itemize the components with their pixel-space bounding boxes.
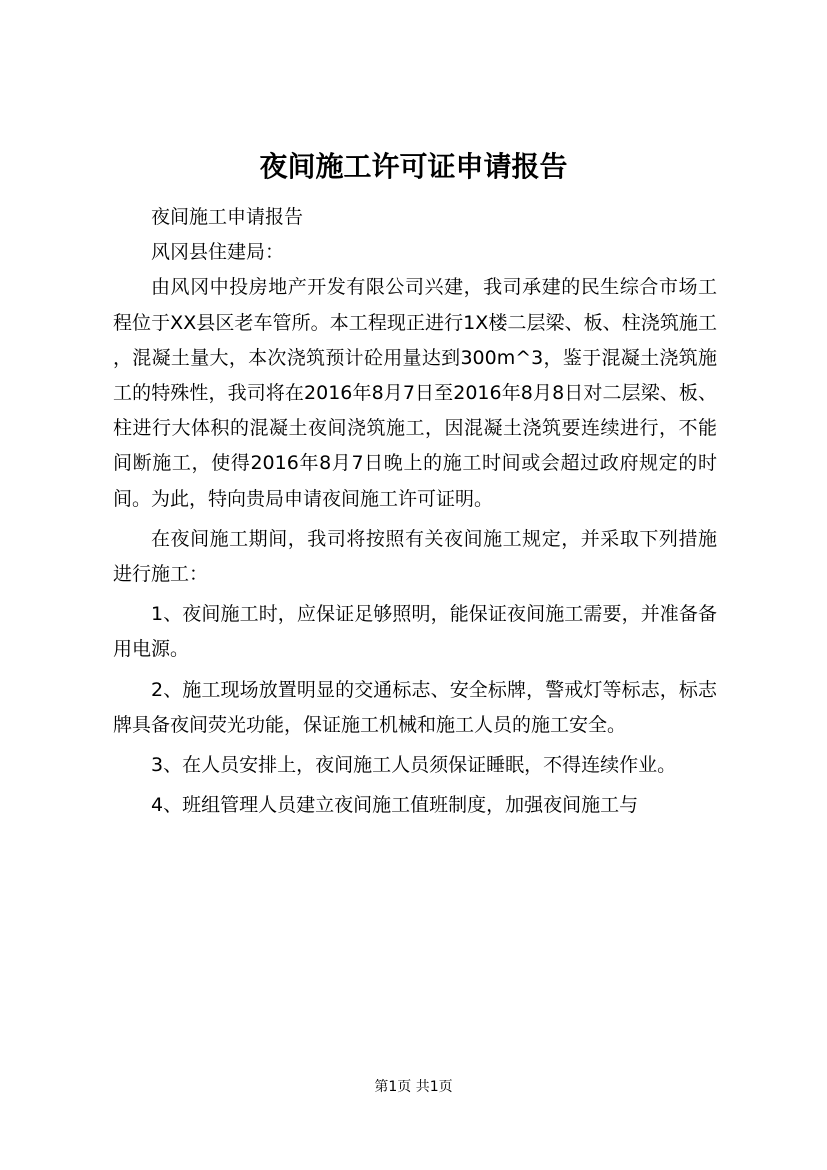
paragraph-measures-intro: 在夜间施工期间，我司将按照有关夜间施工规定，并采取下列措施进行施工： (113, 527, 717, 586)
document-title: 夜间施工许可证申请报告 (259, 150, 568, 183)
paragraph-measure-4: 4、班组管理人员建立夜间施工值班制度，加强夜间施工与 (151, 794, 639, 817)
paragraph-measure-2: 2、施工现场放置明显的交通标志、安全标牌，警戒灯等标志，标志牌具备夜间荧光功能，保证施工机械和施工人员的施工安全。 (113, 678, 717, 736)
paragraph-subtitle: 夜间施工申请报告 (151, 206, 304, 228)
paragraph-measure-1: 1、夜间施工时，应保证足够照明，能保证夜间施工需要，并准备备用电源。 (113, 603, 717, 661)
paragraph-main: 由风冈中投房地产开发有限公司兴建，我司承建的民生综合市场工程位于XX县区老车管所。本工程现正进行1X楼二层梁、板、柱浇筑施工，混凝土量大，本次浇筑预计砼用量达到300m^3，鉴于混凝土浇筑施工的特殊性，我司将在2016年8月7日至2016年8月8日对二层梁、板、柱进行大体积的混凝土夜间浇筑施工，因混凝土浇筑要连续进行，不能间断施工，使得2016年8月7日晚上的施工时间或会超过政府规定的时间。为此，特向贵局申请夜间施工许可证明。 (113, 276, 717, 510)
document-body (113, 200, 717, 823)
paragraph-measure-3: 3、在人员安排上，夜间施工人员须保证睡眠，不得连续作业。 (151, 754, 677, 777)
paragraph-addressee: 风冈县住建局： (151, 241, 285, 264)
page-number-footer: 第1页 共1页 (374, 1079, 453, 1095)
